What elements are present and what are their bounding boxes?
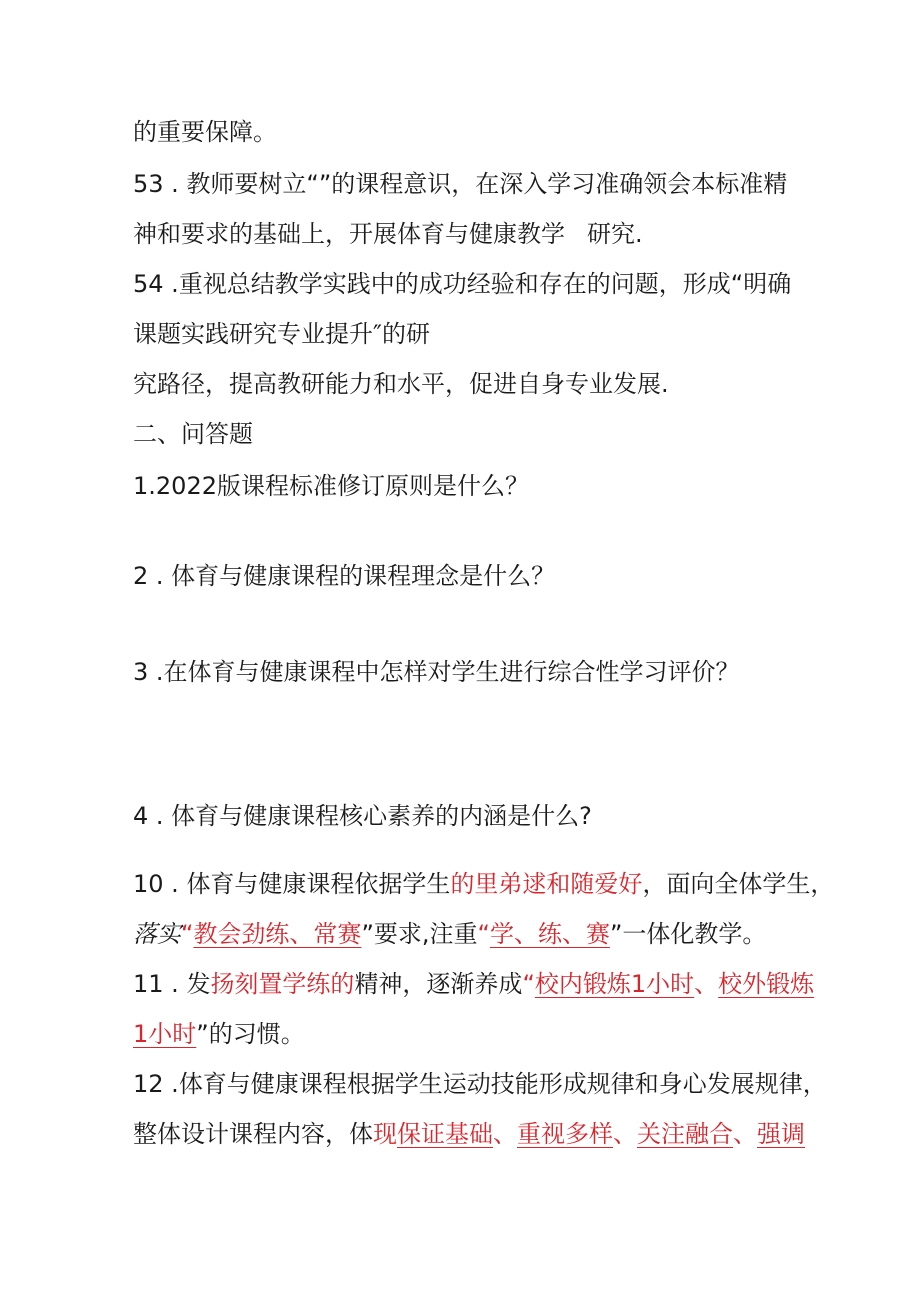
answer-11-line1: 11 . 发扬刻置学练的精神，逐渐养成“校内锻炼1小时、校外锻炼 bbox=[133, 970, 815, 998]
question-number: 11 bbox=[133, 970, 164, 998]
question-number: 10 bbox=[133, 870, 164, 898]
qa-question-1: 1.2022版课程标准修订原则是什么？ bbox=[133, 472, 529, 500]
text-line: 究路径，提高教研能力和水平，促进自身专业发展. bbox=[133, 370, 669, 398]
answer-11-line2: 1小时”的习惯。 bbox=[133, 1020, 305, 1048]
answer-text: 关注融合 bbox=[637, 1120, 733, 1148]
answer-10-line2: 落实“教会劲练、常赛”要求,注重“学、练、赛”一体化教学。 bbox=[133, 920, 767, 948]
question-number: 53 bbox=[133, 170, 164, 198]
qa-question-2: 2 . 体育与健康课程的课程理念是什么？ bbox=[133, 562, 556, 590]
section-heading: 二、问答题 bbox=[133, 420, 253, 448]
answer-text: 重视多样 bbox=[517, 1120, 613, 1148]
answer-text: 扬刻置学练的 bbox=[210, 970, 355, 998]
question-number: 4 bbox=[133, 802, 149, 830]
answer-text: 的里弟逑和随爱好 bbox=[450, 870, 643, 898]
answer-12-line1: 12 .体育与健康课程根据学生运动技能形成规律和身心发展规律， bbox=[133, 1070, 827, 1098]
answer-text: 学、练、赛 bbox=[489, 920, 610, 948]
answer-text: 1小时 bbox=[133, 1020, 197, 1048]
text-line: 神和要求的基础上，开展体育与健康教学 研究. bbox=[133, 220, 643, 248]
answer-10-line1: 10 . 体育与健康课程依据学生的里弟逑和随爱好，面向全体学生， bbox=[133, 870, 835, 898]
answer-text: 校内锻炼1小时 bbox=[534, 970, 695, 998]
fill-question-54: 54 .重视总结教学实践中的成功经验和存在的问题，形成“明确 bbox=[133, 270, 792, 298]
answer-text: 强调 bbox=[757, 1120, 805, 1148]
answer-text: 校外锻炼 bbox=[718, 970, 815, 998]
qa-question-4: 4 . 体育与健康课程核心素养的内涵是什么? bbox=[133, 802, 592, 830]
answer-text: 教会劲练、常赛 bbox=[193, 920, 362, 948]
fill-question-53: 53 . 教师要树立“”的课程意识，在深入学习准确领会本标准精 bbox=[133, 170, 788, 198]
question-number: 3 bbox=[133, 658, 149, 686]
text-line: 的重要保障。 bbox=[133, 118, 277, 146]
question-number: 54 bbox=[133, 270, 164, 298]
text-line: 课题实践研究专业提升″的研 bbox=[133, 320, 430, 348]
question-number: 12 bbox=[133, 1070, 164, 1098]
qa-question-3: 3 .在体育与健康课程中怎样对学生进行综合性学习评价？ bbox=[133, 658, 740, 686]
answer-12-line2: 整体设计课程内容，体现保证基础、重视多样、关注融合、强调 bbox=[133, 1120, 805, 1148]
question-number: 2 bbox=[133, 562, 149, 590]
answer-text: 保证基础 bbox=[397, 1120, 493, 1148]
